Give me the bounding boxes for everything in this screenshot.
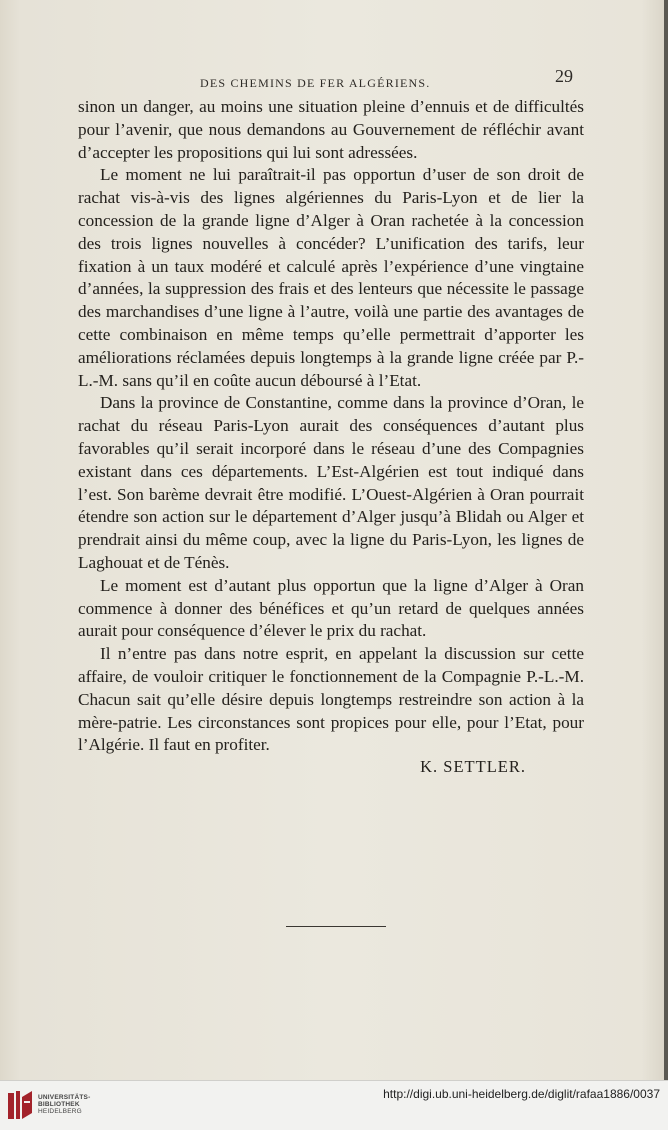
page-number: 29	[555, 66, 573, 86]
paragraph-conclusion: Il n’entre pas dans notre esprit, en appelant la discussion sur cette affaire, de vouloir critiquer le fonctionnement de la Compagnie P.-L.-M. Chacun sait qu’elle désire depuis longtemps restreindre son action à la mère-patrie. Les circonstances sont propices pour elle, pour l’Etat, pour l’Algérie. Il faut en profiter.	[78, 644, 584, 755]
permalink-url[interactable]: http://digi.ub.uni-heidelberg.de/diglit/rafaa1886/0037	[383, 1087, 660, 1101]
paragraph-continuation: sinon un danger, au moins une situation pleine d’ennuis et de difficultés pour l’avenir, que nous demandons au Gouvernement de réfléchir avant d’accepter les propositions qui lui sont adressées.	[78, 97, 584, 162]
logo-line: UNIVERSITÄTS-	[38, 1094, 91, 1101]
paragraph-rachat: Le moment ne lui paraîtrait-il pas opportun d’user de son droit de rachat vis-à-vis des lignes algériennes du Paris-Lyon et de lier la concession de la grande ligne d’Alger à Oran rachetée à la concession des trois lignes nouvelles à concéder? L’unification des tarifs, leur fixation à un taux modéré et calculé après l’expérience d’une vingtaine d’années, la suppression des frais et des lenteurs que nécessite le passage des marchandises d’une ligne à l’autre, voilà une partie des avantages de cette combinaison en même temps qu’elle permettrait d’apporter les améliorations réclamées depuis longtemps à la grande ligne créée par P.-L.-M. sans qu’il en coûte aucun déboursé à l’Etat.	[78, 165, 584, 390]
logo-line: HEIDELBERG	[38, 1108, 82, 1115]
logo-line: BIBLIOTHEK	[38, 1101, 80, 1108]
paragraph-moment: Le moment est d’autant plus opportun que la ligne d’Alger à Oran commence à donner des bénéfices et qu’un retard de quelques années aurait pour conséquence d’élever le prix du rachat.	[78, 575, 584, 641]
author-signature: K. SETTLER.	[420, 757, 526, 777]
closing-rule	[286, 926, 386, 927]
page-edge	[664, 0, 668, 1080]
body-text	[78, 96, 584, 779]
paragraph-constantine: Dans la province de Constantine, comme dans la province d’Oran, le rachat du réseau Paris-Lyon aurait des conséquences d’autant plus favorables qu’il serait incorporé dans le réseau d’une des Compagnies existant dans ces départements. L’Est-Algérien est tout indiqué dans l’est. Son barème devrait être modifié. L’Ouest-Algérien à Oran pourrait étendre son action sur le département d’Alger jusqu’à Blidah ou Alger et prendrait ainsi du même coup, avec la ligne du Paris-Lyon, les lignes de Laghouat et de Ténès.	[78, 393, 584, 572]
running-title: DES CHEMINS DE FER ALGÉRIENS.	[200, 76, 431, 90]
library-logo-icon	[6, 1089, 34, 1123]
digitization-footer	[0, 1080, 668, 1130]
library-logo-text	[38, 1094, 90, 1115]
